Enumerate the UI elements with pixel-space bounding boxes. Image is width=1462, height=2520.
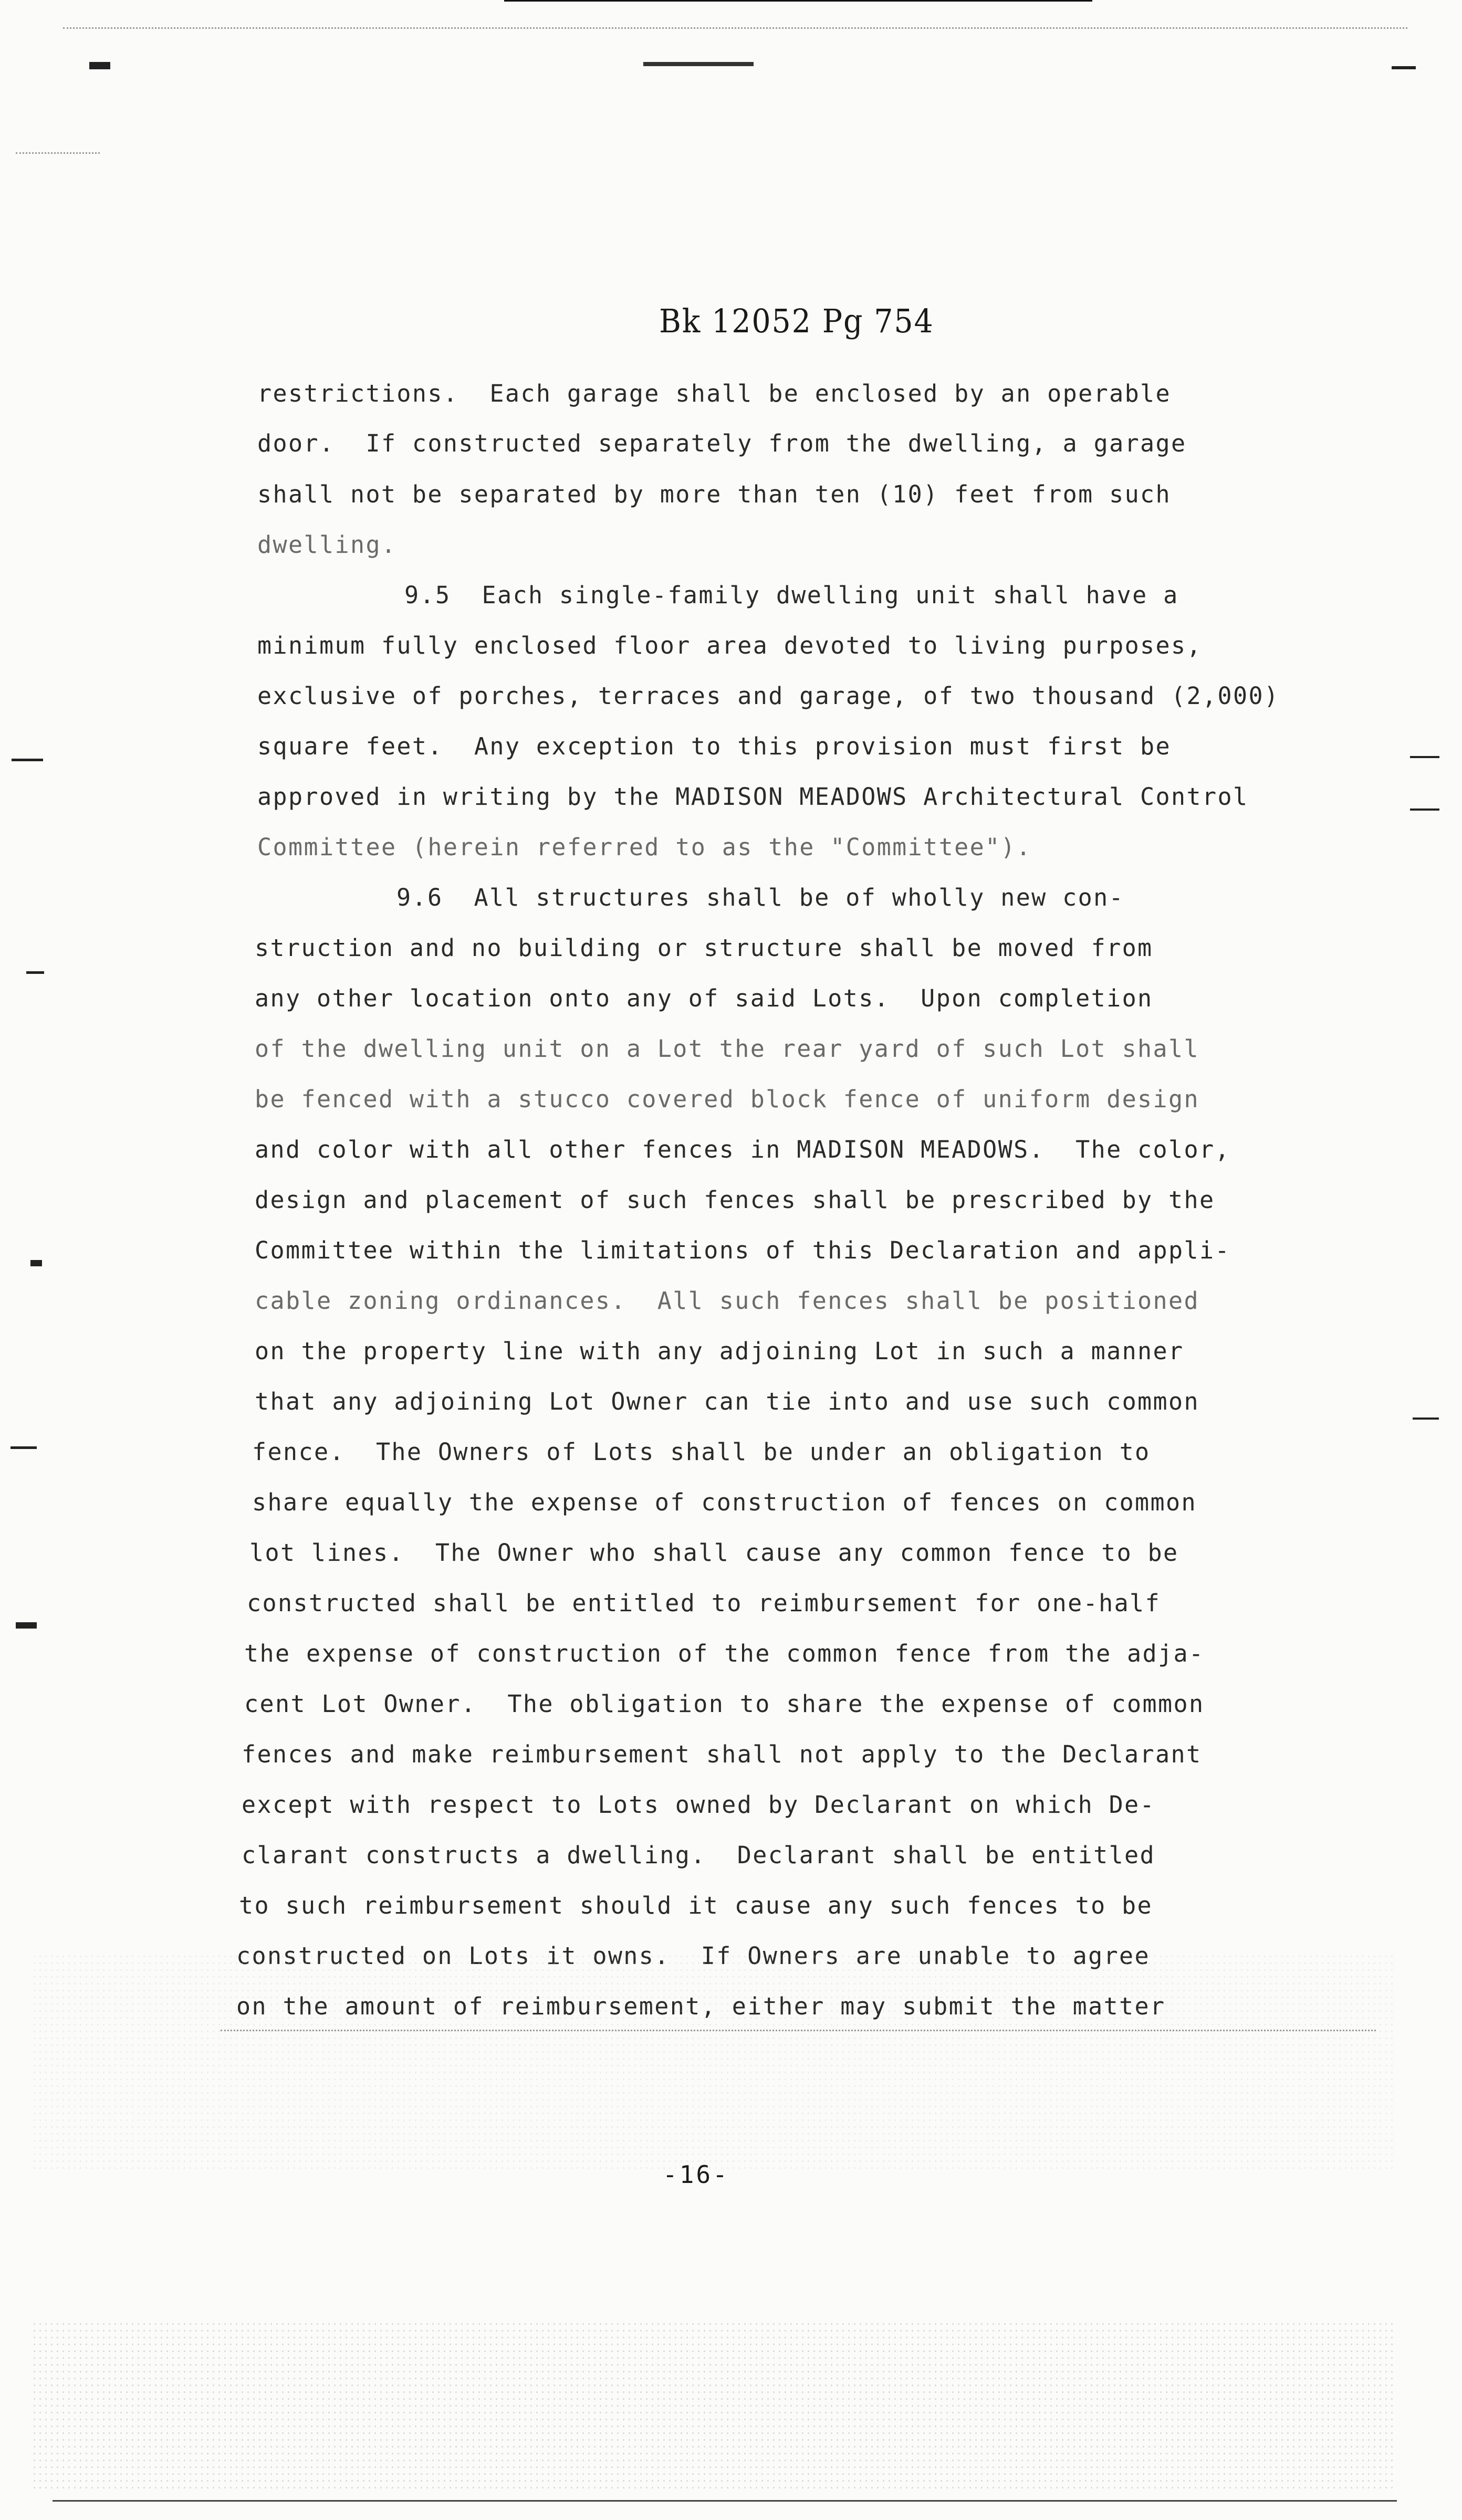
text-line: cable zoning ordinances. All such fences shall be positioned — [255, 1287, 1200, 1315]
left-margin-dots — [16, 152, 100, 154]
corner-mark-left — [89, 62, 110, 69]
left-margin-tick-5 — [16, 1622, 37, 1629]
text-line: that any adjoining Lot Owner can tie into and use such common — [255, 1388, 1200, 1415]
text-line: door. If constructed separately from the dwelling, a garage — [257, 429, 1187, 457]
text-line: restrictions. Each garage shall be enclosed by an operable — [257, 380, 1172, 407]
text-line: approved in writing by the MADISON MEADOWS Architectural Control — [257, 783, 1249, 811]
text-line: fences and make reimbursement shall not apply to the Declarant — [242, 1740, 1202, 1768]
text-line: clarant constructs a dwelling. Declarant shall be entitled — [242, 1841, 1156, 1869]
text-line: cent Lot Owner. The obligation to share the expense of common — [244, 1690, 1205, 1718]
right-margin-tick-3 — [1413, 1418, 1439, 1420]
top-smudge — [643, 62, 754, 66]
text-line: share equally the expense of construction of fences on common — [252, 1488, 1197, 1516]
scan-noise-bottom — [32, 2320, 1397, 2494]
text-line: Committee (herein referred to as the "Committee"). — [257, 833, 1032, 861]
left-margin-tick-3 — [30, 1260, 42, 1266]
text-line: constructed on Lots it owns. If Owners are unable to agree — [236, 1942, 1151, 1970]
text-line: any other location onto any of said Lots. Upon completion — [255, 984, 1153, 1012]
text-line: dwelling. — [257, 531, 397, 559]
text-line: and color with all other fences in MADISON MEADOWS. The color, — [255, 1136, 1231, 1163]
text-line: be fenced with a stucco covered block fence of uniform design — [255, 1085, 1200, 1113]
left-margin-tick-2 — [26, 971, 44, 974]
text-line: the expense of construction of the common fence from the adja- — [244, 1640, 1205, 1667]
text-line: Committee within the limitations of this Declaration and appli- — [255, 1236, 1231, 1264]
text-line: on the property line with any adjoining Lot in such a manner — [255, 1337, 1184, 1365]
text-line: shall not be separated by more than ten (10) feet from such — [257, 480, 1172, 508]
text-line: constructed shall be entitled to reimbursement for one-half — [247, 1589, 1161, 1617]
text-line: of the dwelling unit on a Lot the rear yard of such Lot shall — [255, 1035, 1200, 1063]
corner-mark-right — [1392, 66, 1416, 69]
top-dotted-border — [63, 27, 1407, 29]
text-line: square feet. Any exception to this provision must first be — [257, 732, 1172, 760]
text-line: lot lines. The Owner who shall cause any common fence to be — [249, 1539, 1179, 1567]
text-line: fence. The Owners of Lots shall be under an obligation to — [252, 1438, 1151, 1466]
text-line: 9.6 All structures shall be of wholly new con- — [396, 884, 1125, 911]
left-margin-tick-4 — [11, 1446, 37, 1449]
text-line: exclusive of porches, terraces and garage, of two thousand (2,000) — [257, 682, 1280, 710]
text-line: to such reimbursement should it cause any such fences to be — [239, 1892, 1153, 1919]
text-line: on the amount of reimbursement, either may submit the matter — [236, 1992, 1166, 2020]
text-line: struction and no building or structure shall be moved from — [255, 934, 1153, 962]
scan-noise-mid — [32, 1953, 1397, 2174]
text-line: 9.5 Each single-family dwelling unit shall have a — [404, 581, 1179, 609]
text-line: design and placement of such fences shall be prescribed by the — [255, 1186, 1215, 1214]
top-scan-rule — [504, 0, 1092, 2]
book-page-header: Bk 12052 Pg 754 — [659, 302, 934, 340]
right-margin-tick-2 — [1410, 808, 1439, 811]
left-margin-tick-1 — [12, 759, 43, 761]
text-line: except with respect to Lots owned by Declarant on which De- — [242, 1791, 1156, 1819]
text-line: minimum fully enclosed floor area devoted to living purposes, — [257, 632, 1203, 659]
bottom-scan-rule — [53, 2500, 1397, 2502]
right-margin-tick-1 — [1410, 756, 1439, 758]
page-number: -16- — [663, 2160, 729, 2189]
